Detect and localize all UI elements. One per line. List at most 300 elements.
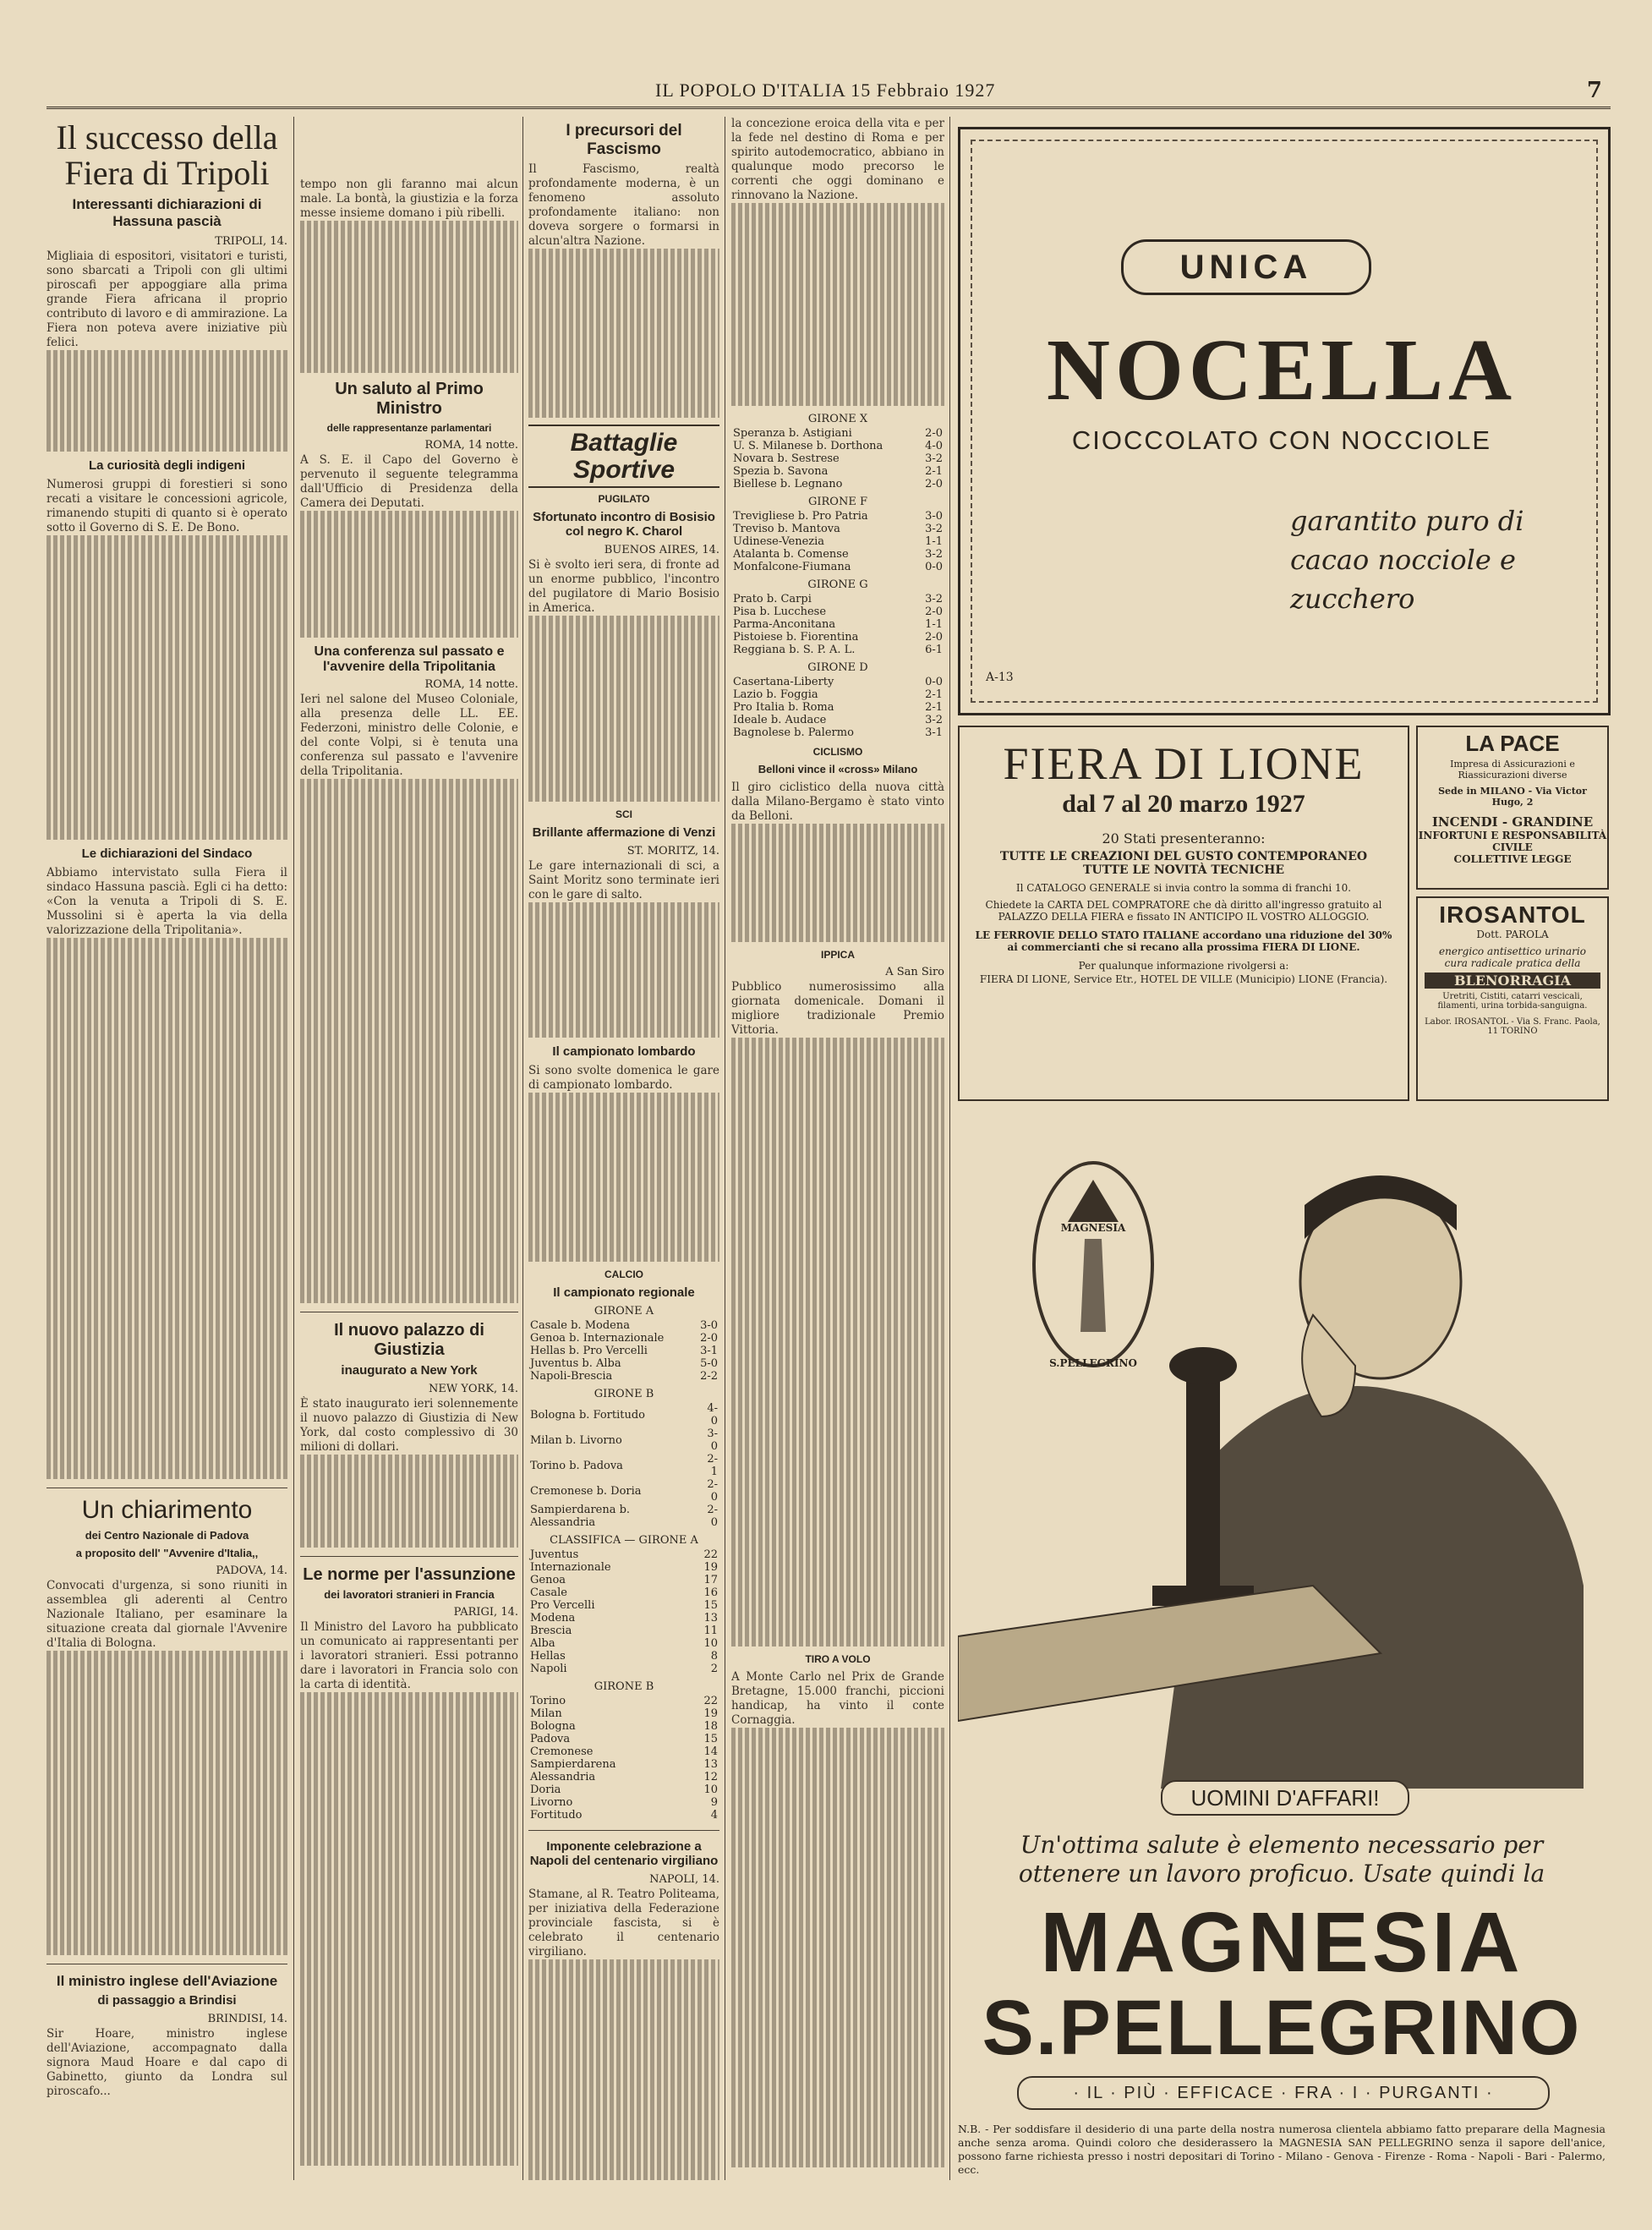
magnesia-brand: MAGNESIA [1040,1895,1523,1990]
column-4 [731,117,944,2180]
table-row [731,510,944,523]
article-paragraph: Migliaia di espositori, visitatori e turisti, sono sbarcati a Tripoli con gli ultimi piroscafi per appoggiare alla prima grande Fiera africana il proprio contributo di lavoro e di ammirazione. La Fiera non poteva avere iniziative più felici. [46,249,287,349]
table-row [528,1650,719,1663]
score-cell: 2-1 [925,688,943,701]
fiera-tripoli-headline: Il successo della Fiera di Tripoli [56,118,278,192]
article-paragraph: tempo non gli faranno mai alcun male. La bontà, la giustizia e la forza messe insieme domano i più ribelli. [300,178,518,220]
table-row [528,1707,719,1720]
team-cell: Brescia [530,1625,572,1637]
team-cell: Juventus b. Alba [530,1357,621,1370]
text-block [731,824,944,942]
score-cell: 4-0 [707,1402,718,1427]
table-row [528,1478,719,1504]
table-row [528,1783,719,1796]
score-cell: 18 [703,1720,718,1733]
score-cell: 2-1 [925,701,943,714]
score-cell: 2-0 [707,1504,718,1529]
team-cell: Pistoiese b. Fiorentina [733,631,859,644]
team-cell: Cremonese b. Doria [530,1484,642,1498]
table-row [528,1796,719,1809]
table-row [731,618,944,631]
group-label: GIRONE B [594,1680,654,1693]
group-label: GIRONE F [808,496,867,508]
newspaper-page [46,76,1611,2190]
table-row [731,427,944,440]
team-cell: Casertana-Liberty [733,676,834,688]
team-cell: Doria [530,1783,561,1796]
team-cell: Napoli [530,1663,567,1675]
chiarimento-subhead: dei Centro Nazionale di Padova [85,1528,249,1542]
dateline: NAPOLI, 14. [649,1873,719,1886]
table-row [528,1733,719,1745]
table-row [528,1370,719,1383]
sport-headline: Brillante affermazione di Venzi [532,825,716,840]
table-row [528,1771,719,1783]
article-paragraph: Abbiamo intervistato sulla Fiera il sindaco Hassuna pascià. Egli ci ha detto: «Con la venuta a Tripoli di S. E. Mussolini si è aperta la via della valorizzazione della Tripolitania». [46,866,287,937]
results-table [731,676,944,739]
score-cell: 2-0 [925,478,943,490]
score-cell: 5-0 [700,1357,718,1370]
article-paragraph: Il Fascismo, realtà profondamente moderna, è un fenomeno assoluto profondamente italiano: non doveva sorgere o formarsi in alcun'altra Nazione. [528,162,719,248]
article-paragraph: A Monte Carlo nel Prix de Grande Bretagne, 15.000 franchi, piccioni handicap, ha vinto il conte Cornaggia. [731,1670,944,1727]
table-row [528,1332,719,1345]
score-cell: 22 [703,1548,718,1561]
results-table [528,1402,719,1529]
team-cell: Cremonese [530,1745,594,1758]
score-cell: 3-0 [700,1319,718,1332]
dateline: PARIGI, 14. [453,1606,518,1619]
table-row [731,465,944,478]
table-row [528,1319,719,1332]
magnesia-badge-bottom: S.PELLEGRINO [1049,1357,1137,1369]
team-cell: Milan b. Livorno [530,1433,622,1447]
nocella-ad [958,127,1611,715]
text-block [46,350,287,452]
score-cell: 22 [703,1695,718,1707]
score-cell: 16 [703,1586,718,1599]
article-paragraph: Sir Hoare, ministro inglese dell'Aviazione, accompagnato dalla signora Maud Hoare e dal capo di Gabinetto, giunto da Londra sul piroscafo... [46,2026,287,2098]
ad-line: cura radicale pratica della [1444,957,1581,969]
team-cell: Livorno [530,1796,573,1809]
text-block [528,249,719,418]
text-block [731,203,944,406]
text-block [528,1093,719,1262]
column-rule [293,117,294,2180]
table-row [731,631,944,644]
team-cell: Treviso b. Mantova [733,523,840,535]
team-cell: Reggiana b. S. P. A. L. [733,644,856,656]
team-cell: Atalanta b. Comense [733,548,849,561]
score-cell: 2-0 [707,1478,718,1504]
article-paragraph: Le gare internazionali di sci, a Saint Moritz sono terminate ieri con le gare di salto. [528,859,719,901]
score-cell: 14 [703,1745,718,1758]
team-cell: Padova [530,1733,571,1745]
article-paragraph: A S. E. il Capo del Governo è pervenuto il seguente telegramma dall'Ufficio di Presidenza della Camera dei Deputati. [300,453,518,510]
article-paragraph: Si è svolto ieri sera, di fronte ad un enorme pubblico, l'incontro del pugilatore di Mario Bosisio in America. [528,558,719,615]
dateline: NEW YORK, 14. [428,1383,518,1395]
score-cell: 1-1 [925,618,943,631]
team-cell: Sampierdarena [530,1758,616,1771]
table-row [731,726,944,739]
table-row [731,714,944,726]
score-cell: 4-0 [925,440,943,452]
table-row [731,676,944,688]
score-cell: 0-0 [925,561,943,573]
ad-line: Dott. PAROLA [1476,929,1549,940]
score-cell: 3-2 [925,548,943,561]
table-row [731,452,944,465]
score-cell: 2-0 [925,605,943,618]
precursori-headline: I precursori del Fascismo [566,122,682,158]
team-cell: Udinese-Venezia [733,535,825,548]
team-cell: Spezia b. Savona [733,465,829,478]
team-cell: Pro Vercelli [530,1599,595,1612]
magnesia-slogan: · IL · PIÙ · EFFICACE · FRA · I · PURGANTI · [1017,2076,1550,2110]
team-cell: Bologna [530,1720,576,1733]
score-cell: 3-2 [925,714,943,726]
section-heading: La curiosità degli indigeni [88,458,246,473]
text-block [300,1692,518,2166]
score-cell: 3-1 [700,1345,718,1357]
article-paragraph: Si sono svolte domenica le gare di campionato lombardo. [528,1064,719,1092]
table-row [731,440,944,452]
text-block [46,1651,287,1955]
results-table [731,510,944,573]
team-cell: Sampierdarena b. Alessandria [530,1504,631,1529]
results-table [731,593,944,656]
score-cell: 2 [710,1663,718,1675]
sport-category: TIRO A VOLO [805,1653,871,1665]
irosantol-title: IROSANTOL [1439,901,1586,928]
results-table [528,1319,719,1383]
table-row [528,1504,719,1529]
group-label: GIRONE A [594,1305,654,1318]
divider [300,1556,518,1557]
text-block [731,1728,944,2167]
text-block [46,938,287,1479]
group-label: GIRONE G [807,578,868,591]
text-block [528,902,719,1038]
team-cell: Torino [530,1695,566,1707]
score-cell: 19 [703,1707,718,1720]
text-block [300,221,518,373]
article-paragraph: È stato inaugurato ieri solennemente il nuovo palazzo di Giustizia di New York, dal costo complessivo di 30 milioni di dollari. [300,1397,518,1454]
nocella-tagline [1290,501,1523,618]
column-rule [522,117,523,2180]
la-pace-ad [1416,726,1609,890]
score-cell: 11 [703,1625,718,1637]
team-cell: Modena [530,1612,576,1625]
sport-headline: Sfortunato incontro di Bosisio col negro K. Charol [533,510,715,539]
text-block [300,1455,518,1548]
tagline-line: cacao nocciole e [1290,544,1516,576]
team-cell: Hellas b. Pro Vercelli [530,1345,648,1357]
score-cell: 3-2 [925,523,943,535]
group-label: GIRONE X [807,413,868,425]
team-cell: Alessandria [530,1771,596,1783]
irosantol-ad [1416,896,1609,1101]
ad-line: 20 Stati presenteranno: [1102,830,1266,847]
table-row [528,1357,719,1370]
team-cell: Casale [530,1586,567,1599]
fiera-lione-title: FIERA DI LIONE [1003,738,1365,789]
team-cell: Juventus [530,1548,579,1561]
score-cell: 15 [703,1599,718,1612]
score-cell: 3-2 [925,593,943,605]
table-row [731,523,944,535]
giustizia-headline: Il nuovo palazzo di Giustizia [334,1321,484,1359]
ad-line: energico antisettico urinario [1439,945,1586,957]
table-row [528,1453,719,1478]
table-row [528,1599,719,1612]
group-label: GIRONE B [594,1388,654,1400]
score-cell: 2-1 [925,465,943,478]
score-cell: 17 [703,1574,718,1586]
score-cell: 15 [703,1733,718,1745]
score-cell: 10 [703,1783,718,1796]
score-cell: 3-0 [925,510,943,523]
table-row [528,1663,719,1675]
table-row [731,688,944,701]
table-row [528,1612,719,1625]
team-cell: Casale b. Modena [530,1319,630,1332]
ad-code: A-13 [986,671,1014,684]
team-cell: Internazionale [530,1561,611,1574]
team-cell: Genoa [530,1574,566,1586]
ad-line: Labor. IROSANTOL - Via S. Franc. Paola, 11 TORINO [1425,1017,1600,1036]
column-rule [949,117,950,2180]
team-cell: Alba [530,1637,555,1650]
dateline: BUENOS AIRES, 14. [604,544,719,556]
sport-category: IPPICA [820,949,855,961]
ad-line: TUTTE LE NOVITÀ TECNICHE [1082,863,1285,877]
table-row [731,535,944,548]
group-label: GIRONE D [807,661,868,674]
score-cell: 13 [703,1612,718,1625]
dateline: ROMA, 14 notte. [424,678,518,691]
ad-line: Chiedete la CARTA DEL COMPRATORE che dà diritto all'ingresso gratuito al PALAZZO DELLA FIERA e fissato IN ANTICIPO IL VOSTRO ALLOGGIO. [985,899,1382,923]
table-row [528,1427,719,1453]
divider [528,1830,719,1831]
sport-category: CICLISMO [812,746,863,758]
team-cell: U. S. Milanese b. Dorthona [733,440,883,452]
team-cell: Biellese b. Legnano [733,478,843,490]
article-paragraph: Convocati d'urgenza, si sono riuniti in assemblea gli aderenti al Centro Nazionale Italiano, per esaminare la situazione creata dal giornale l'Avvenire d'Italia di Bologna. [46,1578,287,1650]
standings-table [528,1548,719,1675]
team-cell: Speranza b. Astigiani [733,427,852,440]
team-cell: Pisa b. Lucchese [733,605,827,618]
dateline: PADOVA, 14. [216,1564,287,1577]
la-pace-title: LA PACE [1465,731,1560,756]
team-cell: Parma-Anconitana [733,618,836,631]
score-cell: 2-0 [925,427,943,440]
score-cell: 10 [703,1637,718,1650]
table-row [731,593,944,605]
chiarimento-headline: Un chiarimento [81,1496,253,1524]
table-row [528,1586,719,1599]
aviazione-subhead: di passaggio a Brindisi [97,1992,237,2008]
table-row [731,548,944,561]
score-cell: 3-0 [707,1427,718,1453]
text-block [300,511,518,638]
masthead-title: IL POPOLO D'ITALIA 15 Febbraio 1927 [655,79,996,101]
table-row [528,1548,719,1561]
magnesia-note: N.B. - Per soddisfare il desiderio di una parte della nostra numerosa clientela abbiamo fatto preparare della Magnesia anche senza aroma. Quindi coloro che desiderassero la MAGNESIA SAN PELLEGRINO senza il sapore dell'anice, possono farne richiesta presso i nostri depositari di Torino - Milano - Genova - Firenze - Roma - Napoli - Bari - Palermo, ecc. [958,2123,1606,2176]
section-heading: Le dichiarazioni del Sindaco [81,847,253,861]
nocella-brand: NOCELLA [1046,321,1518,419]
text-block [528,1959,719,2180]
ad-line: FIERA DI LIONE, Service Etr., HOTEL DE VILLE (Municipio) LIONE (Francia). [979,973,1388,985]
page-number: 7 [1586,78,1602,103]
section-heading: Una conferenza sul passato e l'avvenire della Tripolitania [314,644,505,674]
sport-headline: Il campionato lombardo [552,1044,696,1059]
article-paragraph: Il giro ciclistico della nuova città dalla Milano-Bergamo è stato vinto da Belloni. [731,781,944,823]
team-cell: Lazio b. Foggia [733,688,818,701]
team-cell: Pro Italia b. Roma [733,701,834,714]
score-cell: 2-2 [700,1370,718,1383]
tagline-line: ottenere un lavoro proficuo. Usate quindi la [1018,1860,1545,1888]
score-cell: 2-0 [925,631,943,644]
magnesia-badge-top: MAGNESIA [1060,1222,1126,1234]
team-cell: Trevigliese b. Pro Patria [733,510,868,523]
column-3 [528,117,719,2180]
table-row [528,1574,719,1586]
dateline: ROMA, 14 notte. [424,439,518,452]
score-cell: 3-1 [925,726,943,739]
team-cell: Fortitudo [530,1809,583,1822]
ad-line: LE FERROVIE DELLO STATO ITALIANE accordano una riduzione del 30% ai commercianti che si recano alla prossima FIERA DI LIONE. [975,929,1392,953]
ad-line: COLLETTIVE LEGGE [1453,853,1572,865]
magnesia-ad [958,1112,1606,2118]
table-row [528,1809,719,1822]
article-paragraph: Ieri nel salone del Museo Coloniale, alla presenza delle LL. EE. Federzoni, ministro delle Colonie, e del conte Volpi, si è tenuta una conferenza sul passato e l'avvenire della Tripolitania. [300,693,518,778]
score-cell: 0-0 [925,676,943,688]
sport-section-title: Battaglie Sportive [528,425,719,488]
section-heading: Un saluto al Primo Ministro [335,380,484,418]
tagline-line: Un'ottima salute è elemento necessario per [1020,1831,1544,1859]
article-paragraph: Numerosi gruppi di forestieri si sono recati a visitare le concessioni agricole, rimanendo stupiti di quanto si è operato sotto il Governo di S. E. De Bono. [46,478,287,534]
table-row [528,1720,719,1733]
results-table [731,427,944,490]
score-cell: 9 [710,1796,718,1809]
sport-category: CALCIO [604,1268,643,1280]
fiera-lione-ad [958,726,1409,1101]
score-cell: 13 [703,1758,718,1771]
text-block [731,1038,944,1646]
magnesia-tagline [975,1831,1589,1888]
column-1 [46,117,287,2180]
standings-table [528,1695,719,1822]
score-cell: 2-0 [700,1332,718,1345]
team-cell: Hellas [530,1650,566,1663]
text-block [300,779,518,1303]
giustizia-subhead: inaugurato a New York [341,1363,478,1378]
sport-headline: Belloni vince il «cross» Milano [758,763,918,775]
dateline: TRIPOLI, 14. [215,235,287,248]
magnesia-brand-2: S.PELLEGRINO [982,1985,1582,2071]
sport-headline: Il campionato regionale [553,1285,695,1300]
article-paragraph: la concezione eroica della vita e per la fede nel destino di Roma e per spirito autodemocratico, abbiano in qualunque modo precorso le correnti che oggi dominano e rinnovano la Nazione. [731,117,944,202]
dateline: A San Siro [885,966,944,978]
article-paragraph: Pubblico numerosissimo alla giornata domenicale. Domani il migliore tradizionale Premio Vittoria. [731,980,944,1037]
ad-line: Sede in MILANO - Via Victor Hugo, 2 [1438,786,1587,808]
table-row [731,561,944,573]
magnesia-banner: UOMINI D'AFFARI! [1161,1780,1409,1816]
text-block [46,535,287,840]
table-row [731,478,944,490]
score-cell: 19 [703,1561,718,1574]
score-cell: 3-2 [925,452,943,465]
sport-category: SCI [615,808,632,820]
table-row [528,1695,719,1707]
ad-line: Uretriti, Cistiti, catarri vescicali, filamenti, urina torbida-sanguigna. [1437,992,1588,1011]
chiarimento-subhead: a proposito dell' "Avvenire d'Italia,, [75,1546,259,1559]
team-cell: Prato b. Carpi [733,593,812,605]
table-row [528,1345,719,1357]
score-cell: 4 [710,1809,718,1822]
team-cell: Ideale b. Audace [733,714,827,726]
team-cell: Bagnolese b. Palermo [733,726,854,739]
ad-line: BLENORRAGIA [1425,973,1600,989]
fiera-tripoli-subhead: Interessanti dichiarazioni di Hassuna pascià [72,196,262,229]
table-row [528,1745,719,1758]
article-paragraph: Stamane, al R. Teatro Politeama, per iniziativa della Federazione provinciale fascista, si è celebrato il centenario virgiliano. [528,1888,719,1959]
section-subheading: delle rappresentanze parlamentari [326,422,492,434]
norme-subhead: dei lavoratori stranieri in Francia [324,1588,495,1601]
column-2 [300,117,518,2180]
table-row [528,1561,719,1574]
team-cell: Napoli-Brescia [530,1370,613,1383]
aviazione-headline: Il ministro inglese dell'Aviazione [56,1972,278,1989]
group-label: CLASSIFICA — GIRONE A [550,1534,698,1547]
nocella-subtitle: CIOCCOLATO CON NOCCIOLE [1071,425,1492,455]
napoli-headline: Imponente celebrazione a Napoli del centenario virgiliano [529,1839,719,1868]
table-row [528,1402,719,1427]
ad-line: INCENDI - GRANDINE [1431,814,1594,830]
table-row [528,1637,719,1650]
team-cell: Torino b. Padova [530,1459,623,1472]
norme-headline: Le norme per l'assunzione [303,1565,516,1584]
team-cell: Novara b. Sestrese [733,452,840,465]
dateline: ST. MORITZ, 14. [626,845,719,857]
dateline: BRINDISI, 14. [207,2012,287,2025]
masthead [46,76,1611,109]
table-row [528,1758,719,1771]
tagline-line: zucchero [1290,583,1415,615]
team-cell: Milan [530,1707,562,1720]
businessman-illustration [958,1112,1606,1789]
table-row [731,701,944,714]
ad-line: Il CATALOGO GENERALE si invia contro la somma di franchi 10. [1015,882,1352,894]
score-cell: 8 [710,1650,718,1663]
score-cell: 1-1 [925,535,943,548]
ad-line: Impresa di Assicurazioni e Riassicurazioni diverse [1450,759,1575,781]
ad-line: TUTTE LE CREAZIONI DEL GUSTO CONTEMPORANEO [999,850,1368,863]
tagline-line: garantito puro di [1290,505,1524,537]
unica-logo: UNICA [1121,239,1371,295]
article-paragraph: Il Ministro del Lavoro ha pubblicato un comunicato ai rappresentanti per i lavoratori stranieri. Essi potranno dare i lavoratori in Francia solo con la carta di identità. [300,1620,518,1691]
sport-category: PUGILATO [598,493,650,505]
table-row [731,605,944,618]
ad-line: INFORTUNI E RESPONSABILITÀ CIVILE [1418,830,1607,853]
text-block [528,616,719,802]
table-row [528,1625,719,1637]
fiera-lione-dates: dal 7 al 20 marzo 1927 [1062,790,1305,818]
table-row [731,644,944,656]
score-cell: 6-1 [925,644,943,656]
team-cell: Monfalcone-Fiumana [733,561,851,573]
score-cell: 2-1 [707,1453,718,1478]
